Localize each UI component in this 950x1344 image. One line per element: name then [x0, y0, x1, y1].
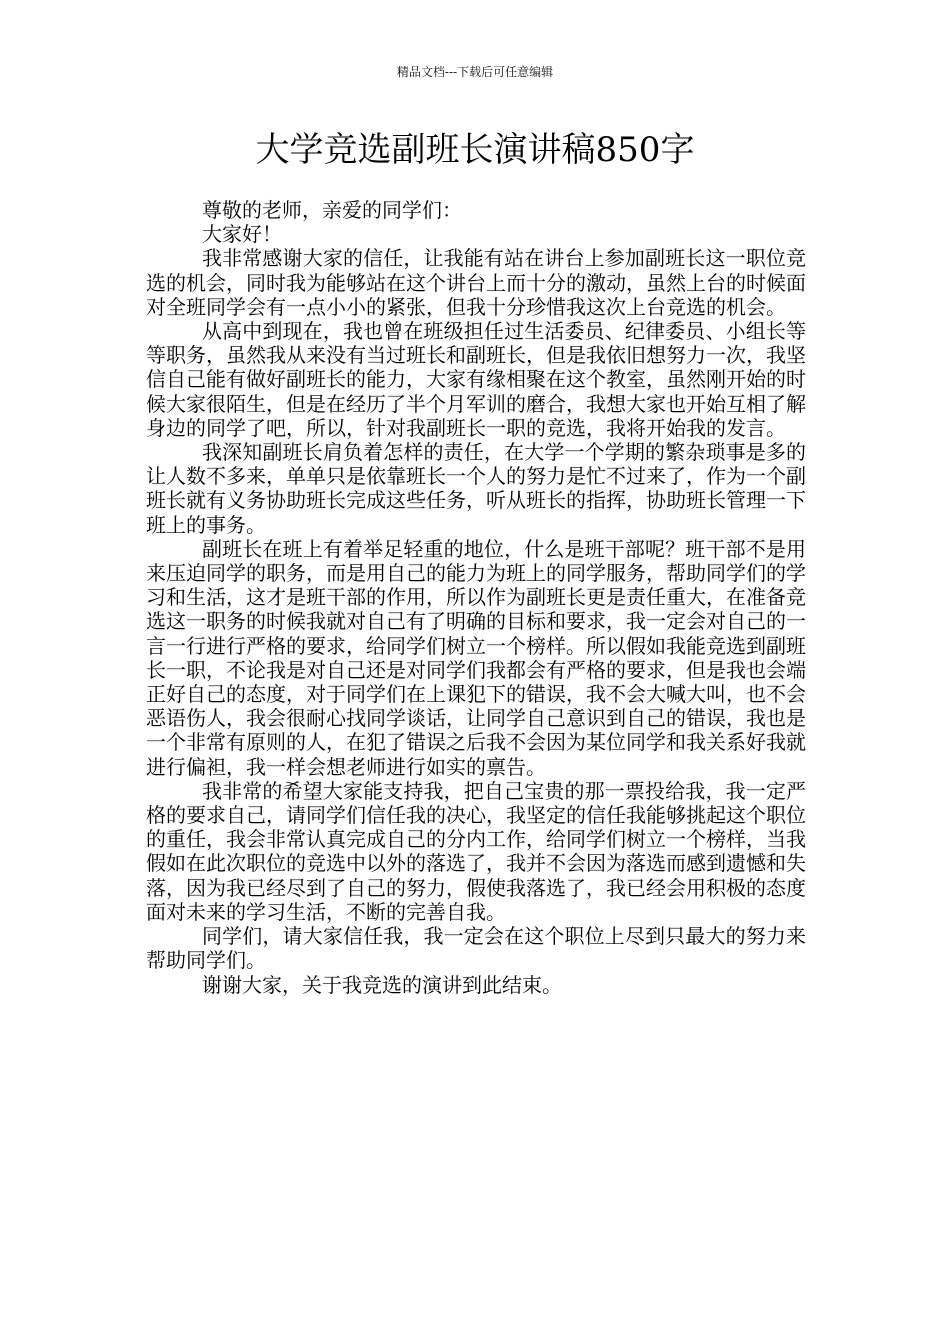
body-paragraph: 同学们，请大家信任我，我一定会在这个职位上尽到只最大的努力来帮助同学们。 — [146, 924, 806, 973]
body-paragraph: 副班长在班上有着举足轻重的地位，什么是班干部呢？班干部不是用来压迫同学的职务，而是用自己的能力为班上的同学服务，帮助同学们的学习和生活，这才是班干部的作用，所以作为副班长更是责任重大，在准备竞选这一职务的时候我就对自己有了明确的目标和要求，我一定会对自己的一言一行进行严格的要求，给同学们树立一个榜样。所以假如我能竞选到副班长一职，不论我是对自己还是对同学们我都会有严格的要求，但是我也会端正好自己的态度，对于同学们在上课犯下的错误，我不会大喊大叫，也不会恶语伤人，我会很耐心找同学谈话，让同学自己意识到自己的错误，我也是一个非常有原则的人，在犯了错误之后我不会因为某位同学和我关系好我就进行偏袒，我一样会想老师进行如实的禀告。 — [146, 536, 806, 779]
body-paragraph: 我深知副班长肩负着怎样的责任，在大学一个学期的繁杂琐事是多的让人数不多来，单单只是依靠班长一个人的努力是忙不过来了，作为一个副班长就有义务协助班长完成这些任务，听从班长的指挥，协助班长管理一下班上的事务。 — [146, 440, 806, 537]
body-paragraph: 从高中到现在，我也曾在班级担任过生活委员、纪律委员、小组长等等职务，虽然我从来没有当过班长和副班长，但是我依旧想努力一次，我坚信自己能有做好副班长的能力，大家有缘相聚在这个教室，虽然刚开始的时候大家很陌生，但是在经历了半个月军训的磨合，我想大家也开始互相了解身边的同学了吧，所以，针对我副班长一职的竞选，我将开始我的发言。 — [146, 319, 806, 440]
greeting: 大家好！ — [202, 222, 282, 247]
document-body — [146, 198, 806, 997]
document-title: 大学竞选副班长演讲稿850字 — [255, 130, 695, 170]
salutation: 尊敬的老师，亲爱的同学们： — [202, 198, 462, 222]
body-paragraph: 我非常感谢大家的信任，让我能有站在讲台上参加副班长这一职位竞选的机会，同时我为能够站在这个讲台上而十分的激动，虽然上台的时候面对全班同学会有一点小小的紧张，但我十分珍惜我这次上台竞选的机会。 — [146, 246, 806, 319]
body-paragraph: 我非常的希望大家能支持我，把自己宝贵的那一票投给我，我一定严格的要求自己，请同学们信任我的决心，我坚定的信任我能够挑起这个职位的重任，我会非常认真完成自己的分内工作，给同学们树立一个榜样，当我假如在此次职位的竞选中以外的落选了，我并不会因为落选而感到遗憾和失落，因为我已经尽到了自己的努力，假使我落选了，我已经会用积极的态度面对未来的学习生活，不断的完善自我。 — [146, 778, 806, 924]
page-header: 精品文档---下载后可任意编辑 — [396, 65, 554, 79]
closing-paragraph: 谢谢大家，关于我竞选的演讲到此结束。 — [202, 972, 562, 997]
